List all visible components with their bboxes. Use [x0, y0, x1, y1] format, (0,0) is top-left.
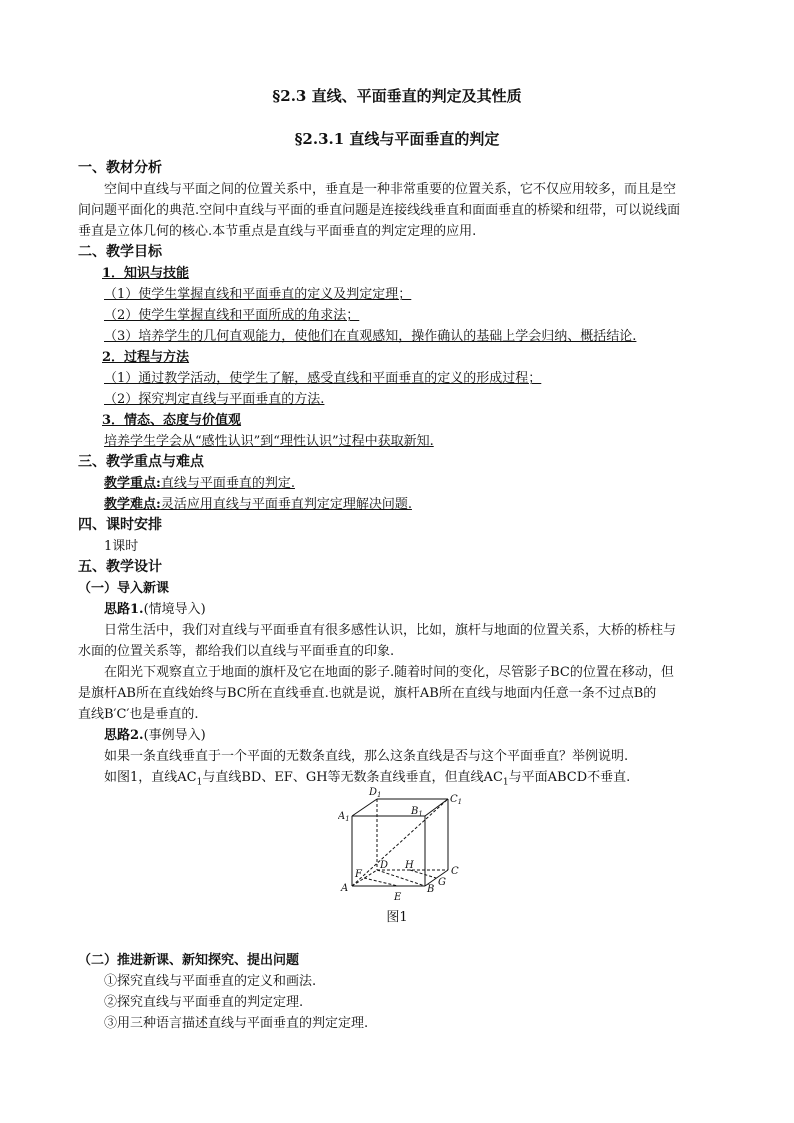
goal-attitude-text — [78, 431, 722, 452]
design-sub-new: （二）推进新课、新知探究、提出问题 — [78, 953, 300, 968]
analysis-line-2: 间问题平面化的典范.空间中直线与平面的垂直问题是连接线线垂直和面面垂直的桥梁和纽带，可以说线面 — [78, 203, 681, 218]
design-sub-intro: （一）导入新课 — [78, 581, 170, 596]
document-body — [78, 158, 722, 788]
schedule-text: 1课时 — [104, 539, 139, 554]
goal-process-item-2-text: （2）探究判定直线与平面垂直的方法. — [104, 392, 325, 407]
focus-difficulty-text: 灵活应用直线与平面垂直判定定理解决问题. — [160, 497, 412, 512]
line-g-h — [410, 870, 436, 878]
question-3: ③用三种语言描述直线与平面垂直的判定定理. — [104, 1016, 369, 1031]
goal-knowledge-title — [78, 263, 722, 284]
idea2-p2-c: 与平面ABCD不垂直. — [508, 770, 631, 785]
goal-process-title-text: 2．过程与方法 — [102, 350, 190, 365]
section-heading-schedule: 四、课时安排 — [78, 517, 162, 533]
section-heading-analysis: 一、教材分析 — [78, 160, 162, 176]
idea2-p2-b: 与直线BD、EF、GH等无数条直线垂直，但直线AC — [202, 770, 503, 785]
line-e-f — [364, 878, 398, 886]
question-1: ①探究直线与平面垂直的定义和画法. — [104, 974, 317, 989]
main-title: §2.3 直线、平面垂直的判定及其性质 — [272, 87, 522, 105]
goal-knowledge-item-3 — [78, 326, 722, 347]
diag-a-c1 — [352, 799, 448, 886]
label-e: E — [394, 892, 402, 903]
label-b: B — [427, 884, 435, 895]
label-a1: $A_1$ — [338, 811, 350, 823]
label-h: H — [405, 860, 414, 871]
goal-process-title — [78, 347, 722, 368]
sub-title: §2.3.1 直线与平面垂直的判定 — [294, 130, 500, 148]
goal-knowledge-item-2 — [78, 305, 722, 326]
section-heading-design: 五、教学设计 — [78, 559, 162, 575]
label-g: G — [438, 877, 446, 888]
goal-process-item-1 — [78, 368, 722, 389]
section-heading-focus: 三、教学重点与难点 — [78, 454, 204, 470]
figure-caption: 图1 — [386, 910, 408, 925]
goal-process-item-1-text: （1）通过教学活动，使学生了解，感受直线和平面垂直的定义的形成过程； — [104, 371, 542, 386]
idea2-line — [78, 725, 722, 746]
label-c: C — [451, 866, 459, 877]
idea2-p2-sub1: 1 — [196, 777, 203, 788]
goal-process-item-2 — [78, 389, 722, 410]
goal-knowledge-item-3-text: （3）培养学生的几何直观能力，使他们在直观感知，操作确认的基础上学会归纳、概括结论. — [104, 329, 637, 344]
focus-difficulty-label: 教学难点: — [104, 497, 161, 512]
idea2-label: 思路2. — [104, 728, 144, 743]
goal-attitude-text-body: 培养学生学会从“感性认识”到“理性认识”过程中获取新知. — [104, 434, 434, 449]
label-f: F — [355, 869, 362, 880]
focus-difficulty-line — [78, 494, 722, 515]
idea1-p2-line-1: 在阳光下观察直立于地面的旗杆及它在地面的影子.随着时间的变化，尽管影子BC的位置在移动，但 — [104, 665, 674, 680]
idea2-tag: (事例导入) — [143, 728, 206, 743]
idea1-label: 思路1. — [104, 602, 144, 617]
focus-key-text: 直线与平面垂直的判定. — [160, 476, 295, 491]
focus-key-label: 教学重点: — [104, 476, 161, 491]
label-d1: $D_1$ — [369, 787, 382, 799]
idea1-tag: (情境导入) — [143, 602, 206, 617]
goal-knowledge-title-text: 1．知识与技能 — [102, 266, 190, 281]
idea2-p2-a: 如图1，直线AC — [104, 770, 197, 785]
goal-knowledge-item-2-text: （2）使学生掌握直线和平面所成的角求法； — [104, 308, 360, 323]
idea2-p1: 如果一条直线垂直于一个平面的无数条直线，那么这条直线是否与这个平面垂直？举例说明. — [104, 749, 629, 764]
idea1-p1-line-1: 日常生活中，我们对直线与平面垂直有很多感性认识，比如，旗杆与地面的位置关系，大桥的桥柱与 — [104, 623, 677, 638]
idea1-p2-line-3: 直线B′C′也是垂直的. — [78, 707, 199, 722]
section-heading-goals: 二、教学目标 — [78, 244, 162, 260]
focus-key-line — [78, 473, 722, 494]
idea1-p1-line-2: 水面的位置关系等，都给我们以直线与平面垂直的印象. — [78, 644, 395, 659]
goal-knowledge-item-1-text: （1）使学生掌握直线和平面垂直的定义及判定定理； — [104, 287, 412, 302]
idea1-line — [78, 599, 722, 620]
diag-b-d — [377, 870, 425, 886]
goal-attitude-title — [78, 410, 722, 431]
analysis-line-3: 垂直是立体几何的核心.本节重点是直线与平面垂直的判定定理的应用. — [78, 224, 477, 239]
cube-diagram — [338, 784, 463, 904]
label-c1: $C_1$ — [450, 794, 463, 806]
edge-a1-d1 — [352, 799, 377, 816]
goal-attitude-title-text: 3．情态、态度与价值观 — [102, 413, 242, 428]
goal-knowledge-item-1 — [78, 284, 722, 305]
question-2: ②探究直线与平面垂直的判定定理. — [104, 995, 304, 1010]
analysis-line-1: 空间中直线与平面之间的位置关系中，垂直是一种非常重要的位置关系，它不仅应用较多，而且是空 — [104, 182, 677, 197]
section-new-lesson — [78, 950, 722, 1034]
label-a: A — [341, 883, 349, 894]
idea2-p2-sub2: 1 — [502, 777, 509, 788]
label-b1: $B_1$ — [411, 806, 423, 818]
label-d: D — [380, 860, 389, 871]
idea1-p2-line-2: 是旗杆AB所在直线始终与BC所在直线垂直.也就是说，旗杆AB所在直线与地面内任意一条不过点B的 — [78, 686, 657, 701]
